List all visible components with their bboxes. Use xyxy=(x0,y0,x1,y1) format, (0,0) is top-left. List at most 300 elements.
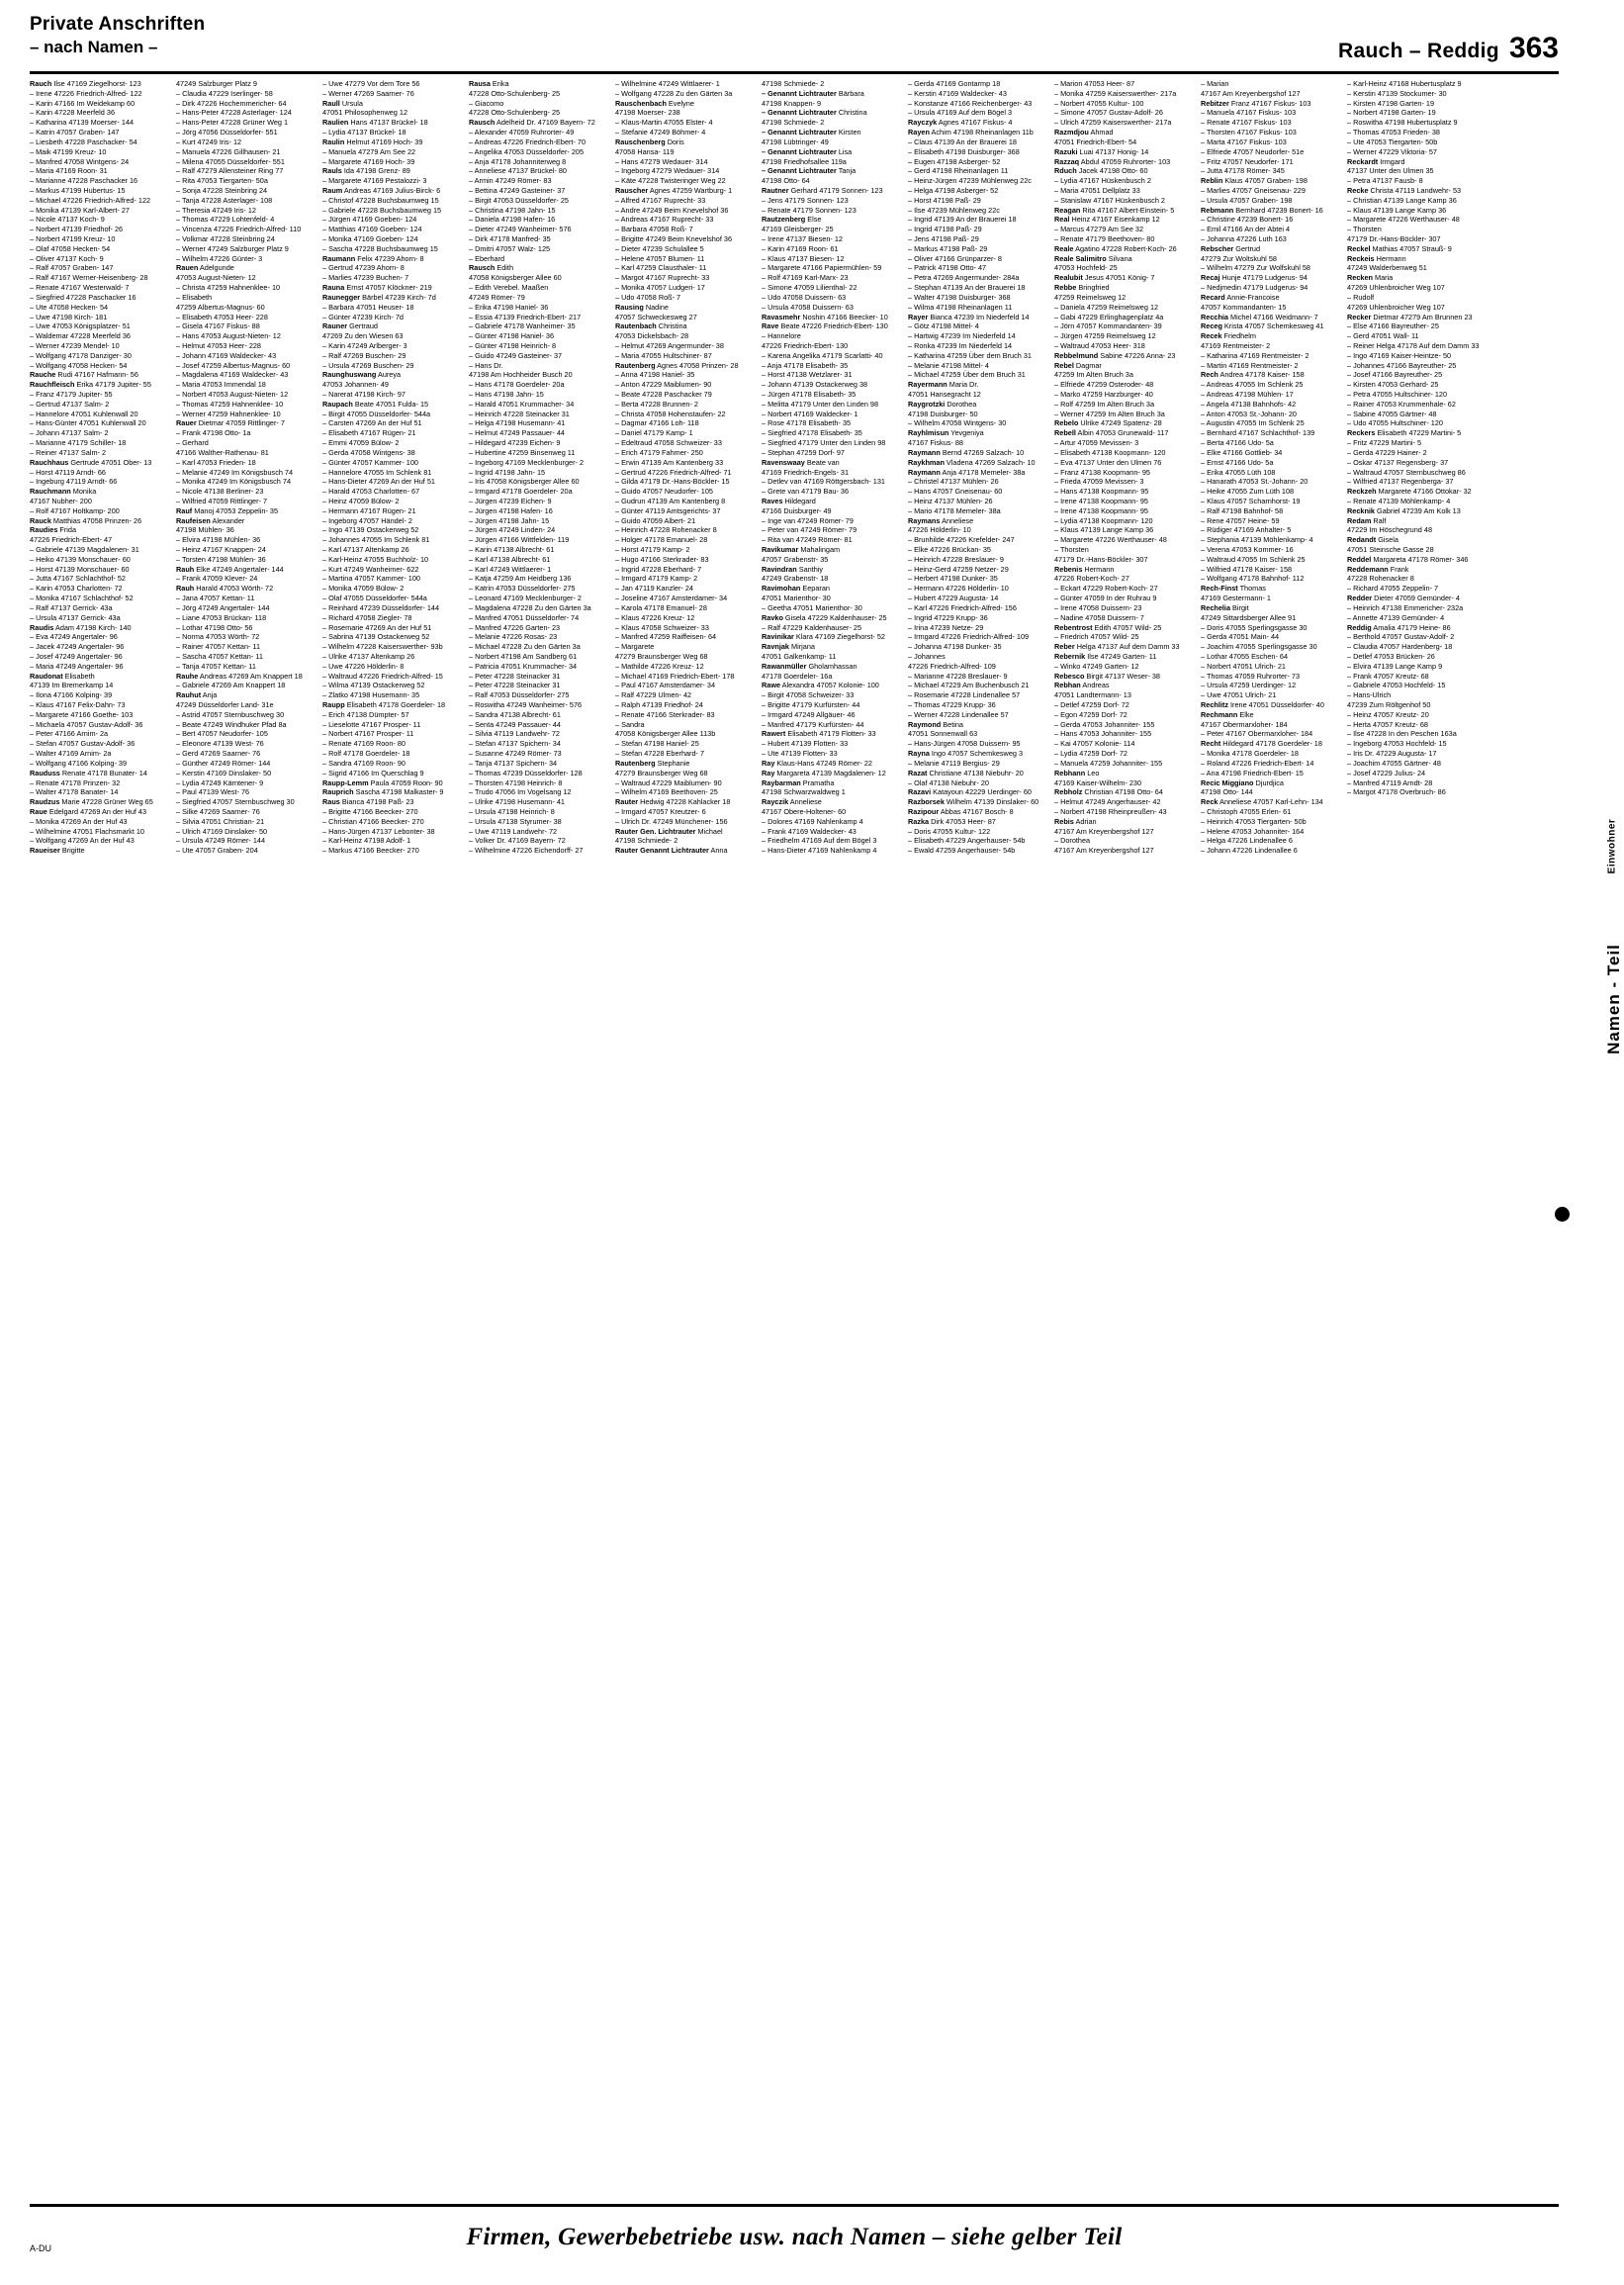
directory-entry: – Frank 47169 Waldecker- 43 xyxy=(762,826,857,836)
directory-entry: – Jörn 47057 Kommandanten- 39 xyxy=(1054,321,1162,331)
directory-entry: – Ingeborg 47169 Mecklenburger- 2 xyxy=(469,457,585,467)
directory-entry: – Irina 47239 Netze- 29 xyxy=(908,622,984,632)
directory-entry: – Hannelore 47055 Im Schlenk 81 xyxy=(322,467,432,477)
directory-entry: – Margarete 47166 Papiermühlen- 59 xyxy=(762,263,882,273)
directory-entry: – Wilhelmine 47051 Flachsmarkt 10 xyxy=(30,826,144,836)
directory-entry: – Nedjmedin 47179 Ludgerus- 94 xyxy=(1201,283,1308,293)
directory-entry: – Artur 47059 Mevissen- 3 xyxy=(1054,438,1139,448)
directory-entry: – Gabriele 47053 Hochfeld- 15 xyxy=(1347,681,1446,690)
directory-entry: Rayczik Anneliese xyxy=(762,797,822,807)
directory-entry: – Helga 47198 Asberger- 52 xyxy=(908,185,999,195)
directory-entry: – Genannt Lichtrauter Kirsten xyxy=(762,128,861,137)
directory-entry: Ravnjak Mirjana xyxy=(762,642,815,652)
directory-entry: – Norbert 47198 Garten- 19 xyxy=(1347,108,1436,118)
directory-entry: – Gilda 47179 Dr.-Hans-Böckler- 15 xyxy=(615,477,730,487)
directory-entry: – Ingo 47169 Kaiser-Heintze- 50 xyxy=(1347,350,1452,360)
directory-entry: 47198 Schmiede- 2 xyxy=(762,118,825,128)
directory-entry: – Richard 47058 Ziegler- 78 xyxy=(322,612,412,622)
directory-entry: – Monika 47059 Bülow- 2 xyxy=(322,584,405,594)
directory-entry: – Stephan 47259 Dorf- 97 xyxy=(762,447,845,457)
directory-entry: Rebenis Hermann xyxy=(1054,564,1115,574)
directory-entry: – Grete van 47179 Bau- 36 xyxy=(762,487,850,497)
directory-entry: Rauck Matthias 47058 Prinzen- 26 xyxy=(30,515,142,525)
directory-entry: – Ronka 47239 Im Niederfeld 14 xyxy=(908,340,1013,350)
directory-entry: – Josef 47249 Angertaler- 96 xyxy=(30,651,123,661)
directory-entry: – Dagmar 47166 Loh- 118 xyxy=(615,418,699,428)
directory-entry: – Alexander 47059 Ruhrorter- 49 xyxy=(469,128,575,137)
directory-entry: Rauch Ilse 47169 Ziegelhorst- 123 xyxy=(30,79,141,88)
directory-entry: – Wilhelm 47226 Günter- 3 xyxy=(176,253,263,263)
directory-entry: 47249 Grabenstr- 18 xyxy=(762,574,829,584)
directory-entry: – Egon 47259 Dorf- 72 xyxy=(1054,709,1128,719)
directory-entry: – Ute 47058 Hecken- 54 xyxy=(30,302,109,312)
directory-entry: 47167 Fiskus- 88 xyxy=(908,438,963,448)
directory-entry: – Andre 47249 Beim Knevelshof 36 xyxy=(615,205,729,215)
directory-entry: – Markus 47199 Hubertus- 15 xyxy=(30,185,126,195)
directory-entry: – Ursula 47138 Styrumer- 38 xyxy=(469,816,562,826)
directory-entry: Reale Salimitro Silvana xyxy=(1054,253,1132,263)
directory-entry: – Eva 47249 Angertaler- 96 xyxy=(30,632,118,642)
directory-entry: 47228 Otto-Schulenberg- 25 xyxy=(469,88,561,98)
directory-entry: – Ulrich Dr. 47249 Münchener- 156 xyxy=(615,816,728,826)
directory-entry: – Waltraud 47057 Sternbuschweg 86 xyxy=(1347,467,1466,477)
directory-entry: – Helmut 47249 Passauer- 44 xyxy=(469,428,565,438)
directory-entry: – Gudrun 47139 Am Kantenberg 8 xyxy=(615,496,726,505)
directory-entry: – Wilhelmine 47249 Wittlaerer- 1 xyxy=(615,79,720,88)
directory-entry: Raufeisen Alexander xyxy=(176,515,245,525)
directory-entry: – Klaus 47137 Biesen- 12 xyxy=(762,253,845,263)
directory-column-5 xyxy=(615,79,762,2186)
directory-entry: – Detlef 47259 Dorf- 72 xyxy=(1054,700,1129,709)
directory-entry: – Thomas 47229 Krupp- 36 xyxy=(908,700,996,709)
directory-entry: – Dorothea xyxy=(1054,836,1091,846)
directory-entry: – Ingrid 47139 An der Brauerei 18 xyxy=(908,215,1017,225)
directory-entry: Rebhann Leo xyxy=(1054,768,1100,777)
directory-entry: – Leonard 47169 Mecklenburger- 2 xyxy=(469,594,582,603)
directory-entry: – Eugen 47198 Asberger- 52 xyxy=(908,156,1001,166)
directory-entry: Rauchfleisch Erika 47179 Jupiter- 55 xyxy=(30,380,151,390)
directory-entry: – Horst 47179 Kamp- 2 xyxy=(615,545,690,554)
directory-entry: Reber Helga 47137 Auf dem Damm 33 xyxy=(1054,642,1180,652)
directory-entry: Rave Beate 47226 Friedrich-Ebert- 130 xyxy=(762,321,888,331)
directory-entry: Rauh Harald 47053 Wörth- 72 xyxy=(176,584,274,594)
directory-entry: 47051 Landtermann- 13 xyxy=(1054,690,1131,700)
directory-entry: – Irene 47226 Friedrich-Alfred- 122 xyxy=(30,88,142,98)
directory-entry: – Elisabeth 47167 Rügen- 21 xyxy=(322,428,416,438)
directory-entry: – Stanislaw 47167 Hüskenbusch 2 xyxy=(1054,195,1165,205)
directory-entry: – Wilhelm 47058 Wintgens- 30 xyxy=(908,418,1007,428)
directory-entry: Recek Friedhelm xyxy=(1201,331,1256,341)
directory-entry: – Melitta 47179 Unter den Linden 98 xyxy=(762,399,879,409)
directory-entry: – Karin 47138 Albrecht- 61 xyxy=(469,545,555,554)
directory-entry: – Thorsten 47198 Heinrich- 8 xyxy=(469,777,563,787)
directory-entry: – Christine 47239 Bonert- 16 xyxy=(1201,215,1294,225)
directory-entry: Ravimohan Eeparan xyxy=(762,584,830,594)
directory-entry: – Waltraud 47053 Heer- 318 xyxy=(1054,340,1145,350)
directory-entry: – Karl 47226 Friedrich-Alfred- 156 xyxy=(908,602,1017,612)
directory-entry: – Renate 47179 Sonnen- 123 xyxy=(762,205,857,215)
directory-entry: – Ralf 47229 Ulmen- 42 xyxy=(615,690,692,700)
directory-entry: – Jürgen 47198 Jahn- 15 xyxy=(469,515,550,525)
directory-entry: – Ursula 47169 Auf dem Bögel 3 xyxy=(908,108,1013,118)
directory-entry: – Udo 47055 Hultschiner- 120 xyxy=(1347,418,1443,428)
directory-entry: – Ralf 47269 Buschen- 29 xyxy=(322,350,406,360)
directory-entry: – Verena 47053 Kommer- 16 xyxy=(1201,545,1294,554)
directory-entry: Rauchhaus Gertrude 47051 Ober- 13 xyxy=(30,457,152,467)
directory-entry: – Christof 47228 Buchsbaumweg 15 xyxy=(322,195,439,205)
directory-entry: Rebell Albin 47053 Grunewald- 117 xyxy=(1054,428,1169,438)
directory-entry: Rebmann Bernhard 47239 Bonert- 16 xyxy=(1201,205,1323,215)
directory-entry: – Thorsten 47167 Fiskus- 103 xyxy=(1201,128,1297,137)
directory-entry: Ravenswaay Beate van xyxy=(762,457,840,467)
directory-entry: – Katharina 47139 Moerser- 144 xyxy=(30,118,135,128)
directory-entry: – Renate 47166 Sterkrader- 83 xyxy=(615,709,715,719)
directory-entry: – Jörg 47249 Angertaler- 144 xyxy=(176,602,270,612)
page-number: 363 xyxy=(1508,32,1559,64)
directory-entry: – Essia 47139 Friedrich-Ebert- 217 xyxy=(469,312,582,321)
directory-entry: – Waltraud 47226 Friedrich-Alfred- 15 xyxy=(322,671,443,681)
directory-entry: Reddemann Frank xyxy=(1347,564,1409,574)
directory-entry: – Marko 47259 Harzburger- 40 xyxy=(1054,390,1153,399)
directory-entry: – Ingeborg 47053 Hochfeld- 15 xyxy=(1347,739,1447,749)
directory-entry: – Daniel 47179 Kamp- 1 xyxy=(615,428,693,438)
directory-entry: – Iris 47058 Königsberger Allee 60 xyxy=(469,477,580,487)
directory-entry: – Anton 47053 St.-Johann- 20 xyxy=(1201,409,1297,418)
directory-entry: – Margarete 47166 Goethe- 103 xyxy=(30,709,134,719)
directory-entry: – Norbert 47198 Am Sandberg 61 xyxy=(469,651,578,661)
directory-entry: – Markus 47198 Paß- 29 xyxy=(908,243,988,253)
directory-entry: – Ilona 47166 Kolping- 39 xyxy=(30,690,113,700)
directory-entry: 47198 Schwarzwaldweg 1 xyxy=(762,787,846,797)
directory-entry: – Gertrud 47226 Friedrich-Alfred- 71 xyxy=(615,467,732,477)
directory-entry: 47198 Am Hochheider Busch 20 xyxy=(469,370,573,380)
directory-entry: – Giacomo xyxy=(469,98,504,108)
directory-entry: – Gerd 47051 Wall- 11 xyxy=(1347,331,1419,341)
directory-entry: – Irmgard 47179 Kamp- 2 xyxy=(615,574,698,584)
directory-entry: – Helmut 47249 Angerhauser- 42 xyxy=(1054,797,1161,807)
directory-entry: Rebel Dagmar xyxy=(1054,360,1102,370)
directory-entry: – Norma 47053 Wörth- 72 xyxy=(176,632,260,642)
directory-entry: – Wilhelm 47279 Zur Wolfskuhl 58 xyxy=(1201,263,1310,273)
directory-entry: – Simone 47057 Gustav-Adolf- 26 xyxy=(1054,108,1163,118)
directory-entry: – Ewald 47259 Angerhauser- 54b xyxy=(908,846,1016,856)
directory-entry: – Roswitha 47249 Wanheimer- 576 xyxy=(469,700,583,709)
directory-entry: – Edith Verebel. Maaßen xyxy=(469,283,549,293)
directory-entry: – Heinrich 47228 Steinacker 31 xyxy=(469,409,570,418)
directory-entry: – Margarete 47169 Hoch- 39 xyxy=(322,156,415,166)
directory-entry: – Uwe 47198 Kirch- 181 xyxy=(30,312,108,321)
directory-entry: – Josef 47166 Bayreuther- 25 xyxy=(1347,370,1443,380)
directory-entry: – Margarete 47169 Pestalozzi- 3 xyxy=(322,176,427,186)
directory-entry: – Elvira 47198 Mühlen- 36 xyxy=(176,535,261,545)
directory-entry: – Matthias 47169 Goeben- 124 xyxy=(322,225,422,234)
directory-entry: – Astrid 47057 Sternbuschweg 30 xyxy=(176,709,285,719)
directory-entry: Rausch Adelheid Dr. 47169 Bayern- 72 xyxy=(469,118,595,128)
directory-entry: 47228 Rohenacker 8 xyxy=(1347,574,1414,584)
directory-entry: – Anton 47229 Maiblumen- 90 xyxy=(615,380,712,390)
directory-entry: – Stephan 47139 An der Brauerei 18 xyxy=(908,283,1026,293)
directory-entry: – Erich 47179 Fahmer- 250 xyxy=(615,447,703,457)
directory-entry: – Ute 47057 Graben- 204 xyxy=(176,846,258,856)
directory-entry: Rauh Elke 47249 Angertaler- 144 xyxy=(176,564,284,574)
directory-entry: – Emmi 47059 Bülow- 2 xyxy=(322,438,400,448)
directory-entry: – Wilma 47198 Rheinanlagen 11 xyxy=(908,302,1013,312)
directory-entry: – Margot 47167 Ruprecht- 33 xyxy=(615,273,710,283)
directory-entry: – Christian 47166 Beecker- 270 xyxy=(322,816,424,826)
directory-entry: – Edeltraud 47058 Schweizer- 33 xyxy=(615,438,722,448)
directory-entry: – Manfred 47051 Düsseldorfer- 74 xyxy=(469,612,580,622)
directory-entry: – Karl-Heinz 47168 Hubertusplatz 9 xyxy=(1347,79,1462,88)
directory-entry: – Karin 47228 Meerfeld 36 xyxy=(30,108,115,118)
page-subtitle: – nach Namen – xyxy=(30,38,158,56)
header-right-group xyxy=(1338,32,1559,65)
directory-entry: – Heinrich 47138 Emmericher- 232a xyxy=(1347,602,1464,612)
directory-entry: Rebbe Bringfried xyxy=(1054,283,1110,293)
directory-entry: – Johann 47137 Salm- 2 xyxy=(30,428,109,438)
directory-entry: – Lydia 47167 Hüskenbusch 2 xyxy=(1054,176,1151,186)
directory-entry: – Trudo 47056 Im Vogelsang 12 xyxy=(469,787,572,797)
directory-entry: Raulin Helmut 47169 Hoch- 39 xyxy=(322,137,423,146)
directory-entry: – Gerda 47229 Hainer- 2 xyxy=(1347,447,1427,457)
directory-entry: – Elke 47226 Brückan- 35 xyxy=(908,545,991,554)
directory-entry: Rayermann Maria Dr. xyxy=(908,380,979,390)
directory-entry: – Norbert 47051 Ulrich- 21 xyxy=(1201,661,1286,671)
directory-entry: – Werner 47259 Hahnenklee- 10 xyxy=(176,409,281,418)
directory-entry: – Melanie 47119 Bergius- 29 xyxy=(908,758,1000,768)
directory-entry: 47198 Schmiede- 2 xyxy=(762,79,825,88)
directory-entry: – Wolfgang 47178 Bahnhof- 112 xyxy=(1201,574,1305,584)
directory-entry: – Rainer 47057 Kettan- 11 xyxy=(176,642,261,652)
directory-entry: – Rainer 47053 Krummenhale- 62 xyxy=(1347,399,1456,409)
directory-entry: Rauf Manoj 47053 Zeppelin- 35 xyxy=(176,505,279,515)
directory-entry: – Hannelore 47051 Kuhlenwall 20 xyxy=(30,409,138,418)
directory-entry: – Gabi 47229 Erlinghagenplatz 4a xyxy=(1054,312,1164,321)
directory-entry: – Heinz-Gerd 47259 Netzer- 29 xyxy=(908,564,1009,574)
directory-entry: – Ursula 47269 Buschen- 29 xyxy=(322,360,414,370)
directory-entry: – Genannt Lichtrauter Tanja xyxy=(762,166,857,176)
directory-entry: 47249 Düsseldorfer Land- 31e xyxy=(176,700,274,709)
directory-entry: Raymann Anja 47178 Memeler- 38a xyxy=(908,467,1026,477)
directory-entry: – Hans-Peter 47228 Grüner Weg 1 xyxy=(176,118,289,128)
directory-entry: Raudies Frida xyxy=(30,525,77,535)
directory-entry: – Wilma 47139 Ostackerweg 52 xyxy=(322,681,425,690)
directory-entry: – Karl-Heinz 47198 Adolf- 1 xyxy=(322,836,411,846)
directory-entry: Rawe Alexandra 47057 Kolonie- 100 xyxy=(762,681,879,690)
directory-entry: – Klaus 47058 Schweizer- 33 xyxy=(615,622,709,632)
directory-entry: – Kerstin 47169 Dinslaker- 50 xyxy=(176,768,272,777)
directory-entry: 47057 Grabenstr- 35 xyxy=(762,554,829,564)
directory-entry: – Heinrich 47053 Tiergarten- 50b xyxy=(1201,816,1307,826)
directory-entry: – Milena 47055 Düsseldorfer- 551 xyxy=(176,156,285,166)
thumb-index-big-label: Namen - Teil xyxy=(1604,944,1623,1054)
directory-entry: – Stefan 47198 Haniel- 25 xyxy=(615,739,699,749)
directory-entry: 47169 Rentmeister- 2 xyxy=(1201,340,1271,350)
directory-entry: – Ulrike 47137 Altenkamp 26 xyxy=(322,651,415,661)
directory-entry: – Gertrud 47239 Ahorn- 8 xyxy=(322,263,405,273)
directory-entry: – Marianne 47228 Breslauer- 9 xyxy=(908,671,1008,681)
directory-entry: – Ralf 47167 Werner-Heisenberg- 28 xyxy=(30,273,148,283)
directory-entry: – Waltraud 47229 Maiblumen- 90 xyxy=(615,777,722,787)
directory-entry: 47198 Knappen- 9 xyxy=(762,98,822,108)
directory-entry: – Ursula 47198 Heinrich- 8 xyxy=(469,806,555,816)
directory-entry: – Thomas 47053 Frieden- 38 xyxy=(1347,128,1440,137)
directory-entry: – Kerstin 47169 Waldecker- 43 xyxy=(908,88,1007,98)
footer-divider xyxy=(30,2204,1559,2207)
directory-entry: – Norbert 47167 Prosper- 11 xyxy=(322,729,414,739)
directory-entry: – Stephania 47139 Möhlenkamp- 4 xyxy=(1201,535,1313,545)
directory-entry: – Ingo 47139 Ostackerweg 52 xyxy=(322,525,419,535)
directory-entry: – Simone 47059 Lilienthal- 22 xyxy=(762,283,857,293)
directory-entry: – Rene 47057 Heine- 59 xyxy=(1201,515,1280,525)
directory-column-2 xyxy=(176,79,322,2186)
directory-entry: – Oliver 47166 Grünparzer- 8 xyxy=(908,253,1002,263)
directory-entry: – Heiko 47139 Monschauer- 60 xyxy=(30,554,131,564)
directory-entry: – Peter 47167 Obermarxloher- 184 xyxy=(1201,729,1313,739)
directory-entry: Rauche Rudi 47167 Hafmann- 56 xyxy=(30,370,138,380)
directory-entry: – Barbara 47051 Heuser- 18 xyxy=(322,302,414,312)
directory-entry: – Karin 47053 Charlotten- 72 xyxy=(30,584,123,594)
directory-entry: Raymann Bernd 47269 Salzach- 10 xyxy=(908,447,1025,457)
directory-entry: – Günter 47198 Heinrich- 8 xyxy=(469,340,557,350)
directory-entry: Redandt Gisela xyxy=(1347,535,1398,545)
directory-entry: – Helene 47057 Blumen- 11 xyxy=(615,253,705,263)
directory-entry: 47053 Dickelsbach- 28 xyxy=(615,331,689,341)
directory-entry: – Johann 47226 Lindenallee 6 xyxy=(1201,846,1298,856)
directory-entry: Recaj Hunje 47179 Ludgerus- 94 xyxy=(1201,273,1308,283)
directory-column-4 xyxy=(469,79,615,2186)
directory-entry: – Thomas 47239 Düsseldorfer- 128 xyxy=(469,768,583,777)
directory-entry: 47178 Goerdeler- 16a xyxy=(762,671,833,681)
directory-entry: – Jutta 47178 Römer- 345 xyxy=(1201,166,1285,176)
directory-entry: Reckeis Hermann xyxy=(1347,253,1406,263)
directory-entry: – Ulrich 47169 Dinslaker- 50 xyxy=(176,826,268,836)
directory-entry: – Jana 47057 Kettan- 11 xyxy=(176,594,255,603)
directory-entry: – Hans 47053 August-Nieten- 12 xyxy=(176,331,281,341)
directory-entry: – Renate 47139 Möhlenkamp- 4 xyxy=(1347,496,1451,505)
directory-entry: – Marta 47167 Fiskus- 103 xyxy=(1201,137,1287,146)
directory-entry: – Siegfried 47057 Sternbuschweg 30 xyxy=(176,797,295,807)
directory-entry: – Marian xyxy=(1201,79,1229,88)
directory-entry: Raum Andreas 47169 Julius-Birck- 6 xyxy=(322,185,441,195)
directory-entry: Rebitzer Franz 47167 Fiskus- 103 xyxy=(1201,98,1311,108)
directory-entry: – Monika 47139 Karl-Albert- 27 xyxy=(30,205,130,215)
directory-entry: – Reiner 47137 Salm- 2 xyxy=(30,447,107,457)
directory-entry: – Lieselotte 47167 Prosper- 11 xyxy=(322,719,421,729)
directory-entry: 47057 Kommandanten- 15 xyxy=(1201,302,1287,312)
directory-entry: – Rita 47053 Tiergarten- 50a xyxy=(176,176,268,186)
directory-entry: – Joachim 47055 Sperlingsgasse 30 xyxy=(1201,642,1317,652)
directory-entry: Raumann Felix 47239 Ahorn- 8 xyxy=(322,253,424,263)
directory-entry: – Dirk 47178 Manfred- 35 xyxy=(469,234,551,243)
directory-entry: – Johannes xyxy=(908,651,946,661)
directory-entry: – Siegfried 47179 Unter den Linden 98 xyxy=(762,438,886,448)
directory-entry: – Ursula 47057 Graben- 198 xyxy=(1201,195,1293,205)
directory-entry: Razavi Katayoun 42229 Uerdinger- 60 xyxy=(908,787,1032,797)
directory-entry: – Stefan 47057 Gustav-Adolf- 36 xyxy=(30,739,135,749)
directory-entry: – Anna 47198 Haniel- 35 xyxy=(615,370,695,380)
directory-entry: – Hermann 47226 Hölderlin- 10 xyxy=(908,584,1009,594)
directory-entry: Reckzeh Margarete 47166 Ottokar- 32 xyxy=(1347,487,1472,497)
directory-entry: – Christina 47198 Jahn- 15 xyxy=(469,205,556,215)
directory-entry: – Wolfgang 47058 Hecken- 54 xyxy=(30,360,128,370)
directory-entry: – Hugo 47166 Sterkrader- 83 xyxy=(615,554,709,564)
directory-entry: – Helmut 47053 Heer- 228 xyxy=(176,340,261,350)
directory-entry: 47137 Unter den Ulmen 35 xyxy=(1347,166,1434,176)
directory-entry: 47198 Schmiede- 2 xyxy=(615,836,678,846)
directory-entry: – Ute 47139 Flotten- 33 xyxy=(762,749,838,759)
directory-entry: – Thorsten xyxy=(1347,225,1382,234)
directory-entry: – Karin 47169 Roon- 61 xyxy=(762,243,839,253)
directory-entry: Ravinikar Klara 47169 Ziegelhorst- 52 xyxy=(762,632,885,642)
directory-entry: – Irene 47138 Koopmann- 95 xyxy=(1054,496,1148,505)
directory-entry: – Friedrich 47057 Wild- 25 xyxy=(1054,632,1139,642)
directory-entry: – Werner 47229 Viktoria- 57 xyxy=(1347,146,1437,156)
directory-entry: – Brigitte 47166 Beecker- 270 xyxy=(322,806,418,816)
directory-entry: Raves Hildegard xyxy=(762,496,816,505)
directory-entry: – Eckart 47229 Robert-Koch- 27 xyxy=(1054,584,1158,594)
directory-entry: – Hans-Ulrich xyxy=(1347,690,1392,700)
directory-entry: Receg Krista 47057 Schemkesweg 41 xyxy=(1201,321,1324,331)
directory-entry: 47279 Braunsberger Weg 68 xyxy=(615,651,708,661)
directory-entry: – Johann 47139 Ostackerweg 38 xyxy=(762,380,868,390)
directory-entry: Rauhut Anja xyxy=(176,690,218,700)
directory-entry: Rauen Adelgunde xyxy=(176,263,234,273)
directory-entry: Raulien Hans 47137 Brückel- 18 xyxy=(322,118,428,128)
directory-entry: – Daniela 47198 Hafen- 16 xyxy=(469,215,556,225)
directory-entry: – Uwe 47051 Ulrich- 21 xyxy=(1201,690,1277,700)
directory-entry: – Hermann 47167 Rügen- 21 xyxy=(322,505,416,515)
directory-entry: Raupach Beate 47051 Fulda- 15 xyxy=(322,399,429,409)
directory-entry: – Norbert 47169 Waldecker- 1 xyxy=(762,409,858,418)
directory-entry: – Werner 47259 Im Alten Bruch 3a xyxy=(1054,409,1165,418)
directory-entry: – Norbert 47139 Friedhof- 26 xyxy=(30,225,124,234)
directory-entry: – Marion 47053 Heer- 87 xyxy=(1054,79,1135,88)
directory-entry: – Katharina 47259 Über dem Bruch 31 xyxy=(908,350,1032,360)
directory-entry: – Hartwig 47239 Im Niederfeld 14 xyxy=(908,331,1016,341)
directory-entry: – Michael 47226 Friedrich-Alfred- 122 xyxy=(30,195,151,205)
directory-entry: – Paul 47167 Amsterdamer- 34 xyxy=(615,681,715,690)
directory-entry: – Ana 47198 Friedrich-Ebert- 15 xyxy=(1201,768,1304,777)
directory-entry: Reckers Elisabeth 47229 Martini- 5 xyxy=(1347,428,1462,438)
directory-entry: 47051 Hansegracht 12 xyxy=(908,390,981,399)
directory-entry: 47226 Friedrich-Alfred- 109 xyxy=(908,661,996,671)
thumb-index-small-label: Einwohner xyxy=(1606,818,1618,874)
directory-entry: – Doris 47055 Kultur- 122 xyxy=(908,826,991,836)
directory-entry: – Manfred 47226 Garten- 23 xyxy=(469,622,561,632)
directory-entry: 47053 Hochfeld- 25 xyxy=(1054,263,1118,273)
directory-entry: 47198 Moerser- 238 xyxy=(615,108,680,118)
directory-entry: – Kurt 47249 Iris- 12 xyxy=(176,137,242,146)
directory-entry: – Thorsten xyxy=(1054,545,1089,554)
directory-entry: – Angela 47138 Bahnhofs- 42 xyxy=(1201,399,1297,409)
directory-entry: – Karin 47166 Im Weidekamp 60 xyxy=(30,98,135,108)
directory-entry: Raybarman Pramatha xyxy=(762,777,835,787)
directory-entry: – Berta 47228 Brunnen- 2 xyxy=(615,399,698,409)
directory-entry: – Monika 47178 Goerdeler- 18 xyxy=(1201,749,1299,759)
directory-entry: Razmdjou Ahmad xyxy=(1054,128,1114,137)
directory-entry: – Heinrich 47228 Breslauer- 9 xyxy=(908,554,1004,564)
directory-entry: Raygrotzki Dorothea xyxy=(908,399,977,409)
directory-entry: – Gerd 47198 Rheinanlagen 11 xyxy=(908,166,1009,176)
directory-entry: – Birgit 47058 Schweizer- 33 xyxy=(762,690,855,700)
directory-entry: – Klaus-Martin 47055 Elster- 4 xyxy=(615,118,713,128)
directory-entry: – Hans 47057 Gneisenau- 60 xyxy=(908,487,1003,497)
directory-entry: – Karl 47249 Wittlaerer- 1 xyxy=(469,564,552,574)
directory-entry: Rechmann Elke xyxy=(1201,709,1254,719)
directory-entry: 47249 Römer- 79 xyxy=(469,292,525,302)
directory-entry: – Claus 47139 An der Brauerei 18 xyxy=(908,137,1017,146)
directory-entry: – Norbert 47053 August-Nieten- 12 xyxy=(176,390,289,399)
